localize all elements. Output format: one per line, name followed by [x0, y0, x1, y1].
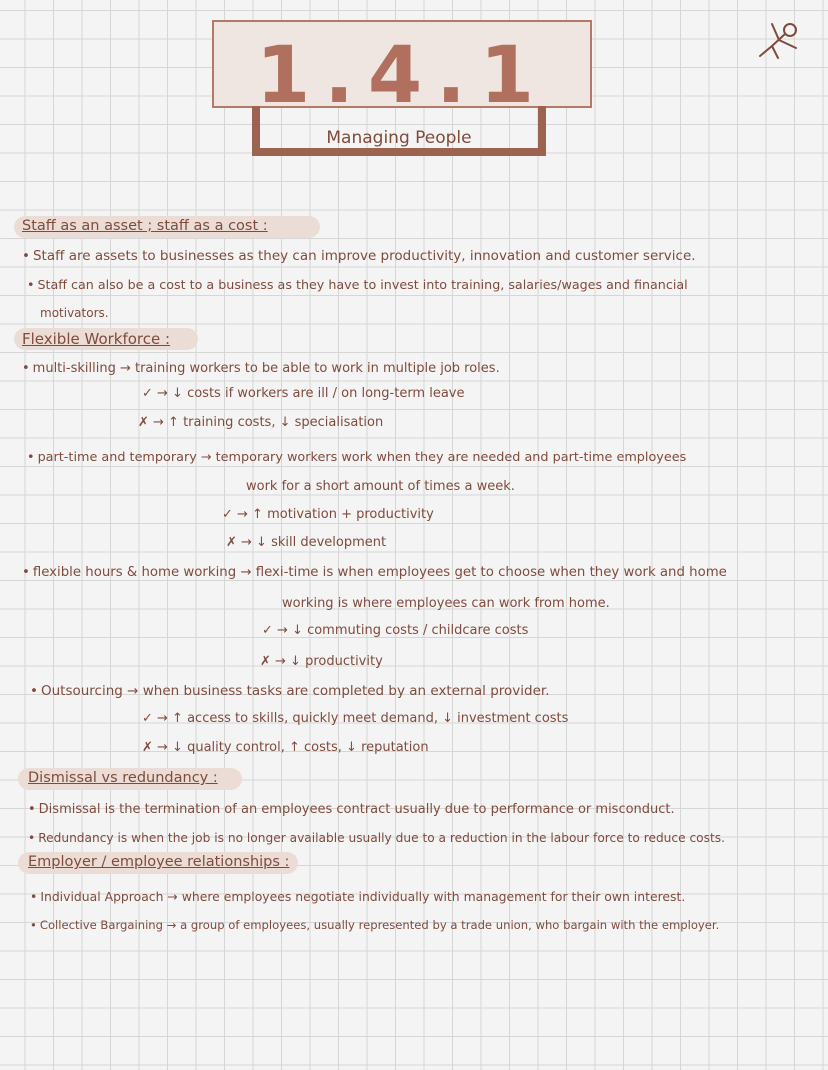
part-time-cont: work for a short amount of times a week.	[246, 479, 515, 494]
flexible-hours-con: ✗ → ↓ productivity	[260, 654, 383, 669]
individual-approach: • Individual Approach → where employees negotiate individually with management for their own interest.	[30, 889, 685, 904]
multi-skilling-con: ✗ → ↑ training costs, ↓ specialisation	[138, 415, 384, 430]
page-title: 1.4.1	[255, 31, 549, 121]
part-time-pro: ✓ → ↑ motivation + productivity	[222, 507, 434, 522]
flexible-hours-cont: working is where employees can work from home.	[282, 596, 610, 611]
staff-bullet-2: • Staff can also be a cost to a business as they have to invest into training, salaries/wages and financial	[27, 277, 688, 292]
flexible-hours: • flexible hours & home working → flexi-time is when employees get to choose when they work and home	[22, 565, 727, 580]
staff-bullet-2-cont: motivators.	[40, 306, 109, 320]
heading-relations: Employer / employee relationships :	[28, 854, 290, 870]
dismissal-bullet: • Dismissal is the termination of an employees contract usually due to performance or misconduct.	[28, 802, 675, 817]
part-time: • part-time and temporary → temporary workers work when they are needed and part-time employees	[27, 450, 686, 465]
redundancy-bullet: • Redundancy is when the job is no longer available usually due to a reduction in the labour force to reduce costs.	[28, 831, 725, 845]
multi-skilling: • multi-skilling → training workers to be able to work in multiple job roles.	[22, 361, 500, 376]
title-box	[212, 20, 592, 121]
heading-staff: Staff as an asset ; staff as a cost :	[22, 218, 268, 234]
part-time-con: ✗ → ↓ skill development	[226, 535, 387, 550]
collective-bargaining: • Collective Bargaining → a group of employees, usually represented by a trade union, who bargain with the employer.	[30, 918, 719, 932]
heading-flexible: Flexible Workforce :	[22, 330, 171, 348]
outsourcing-con: ✗ → ↓ quality control, ↑ costs, ↓ reputation	[142, 740, 429, 755]
page-subtitle: Managing People	[326, 128, 472, 148]
outsourcing: • Outsourcing → when business tasks are completed by an external provider.	[30, 683, 550, 699]
heading-dismissal: Dismissal vs redundancy :	[28, 770, 218, 786]
staff-bullet-1: • Staff are assets to businesses as they can improve productivity, innovation and customer service.	[22, 248, 696, 264]
multi-skilling-pro: ✓ → ↓ costs if workers are ill / on long-term leave	[142, 386, 465, 401]
flexible-hours-pro: ✓ → ↓ commuting costs / childcare costs	[262, 623, 529, 638]
outsourcing-pro: ✓ → ↑ access to skills, quickly meet demand, ↓ investment costs	[142, 711, 569, 726]
stick-figure-icon	[752, 18, 806, 62]
